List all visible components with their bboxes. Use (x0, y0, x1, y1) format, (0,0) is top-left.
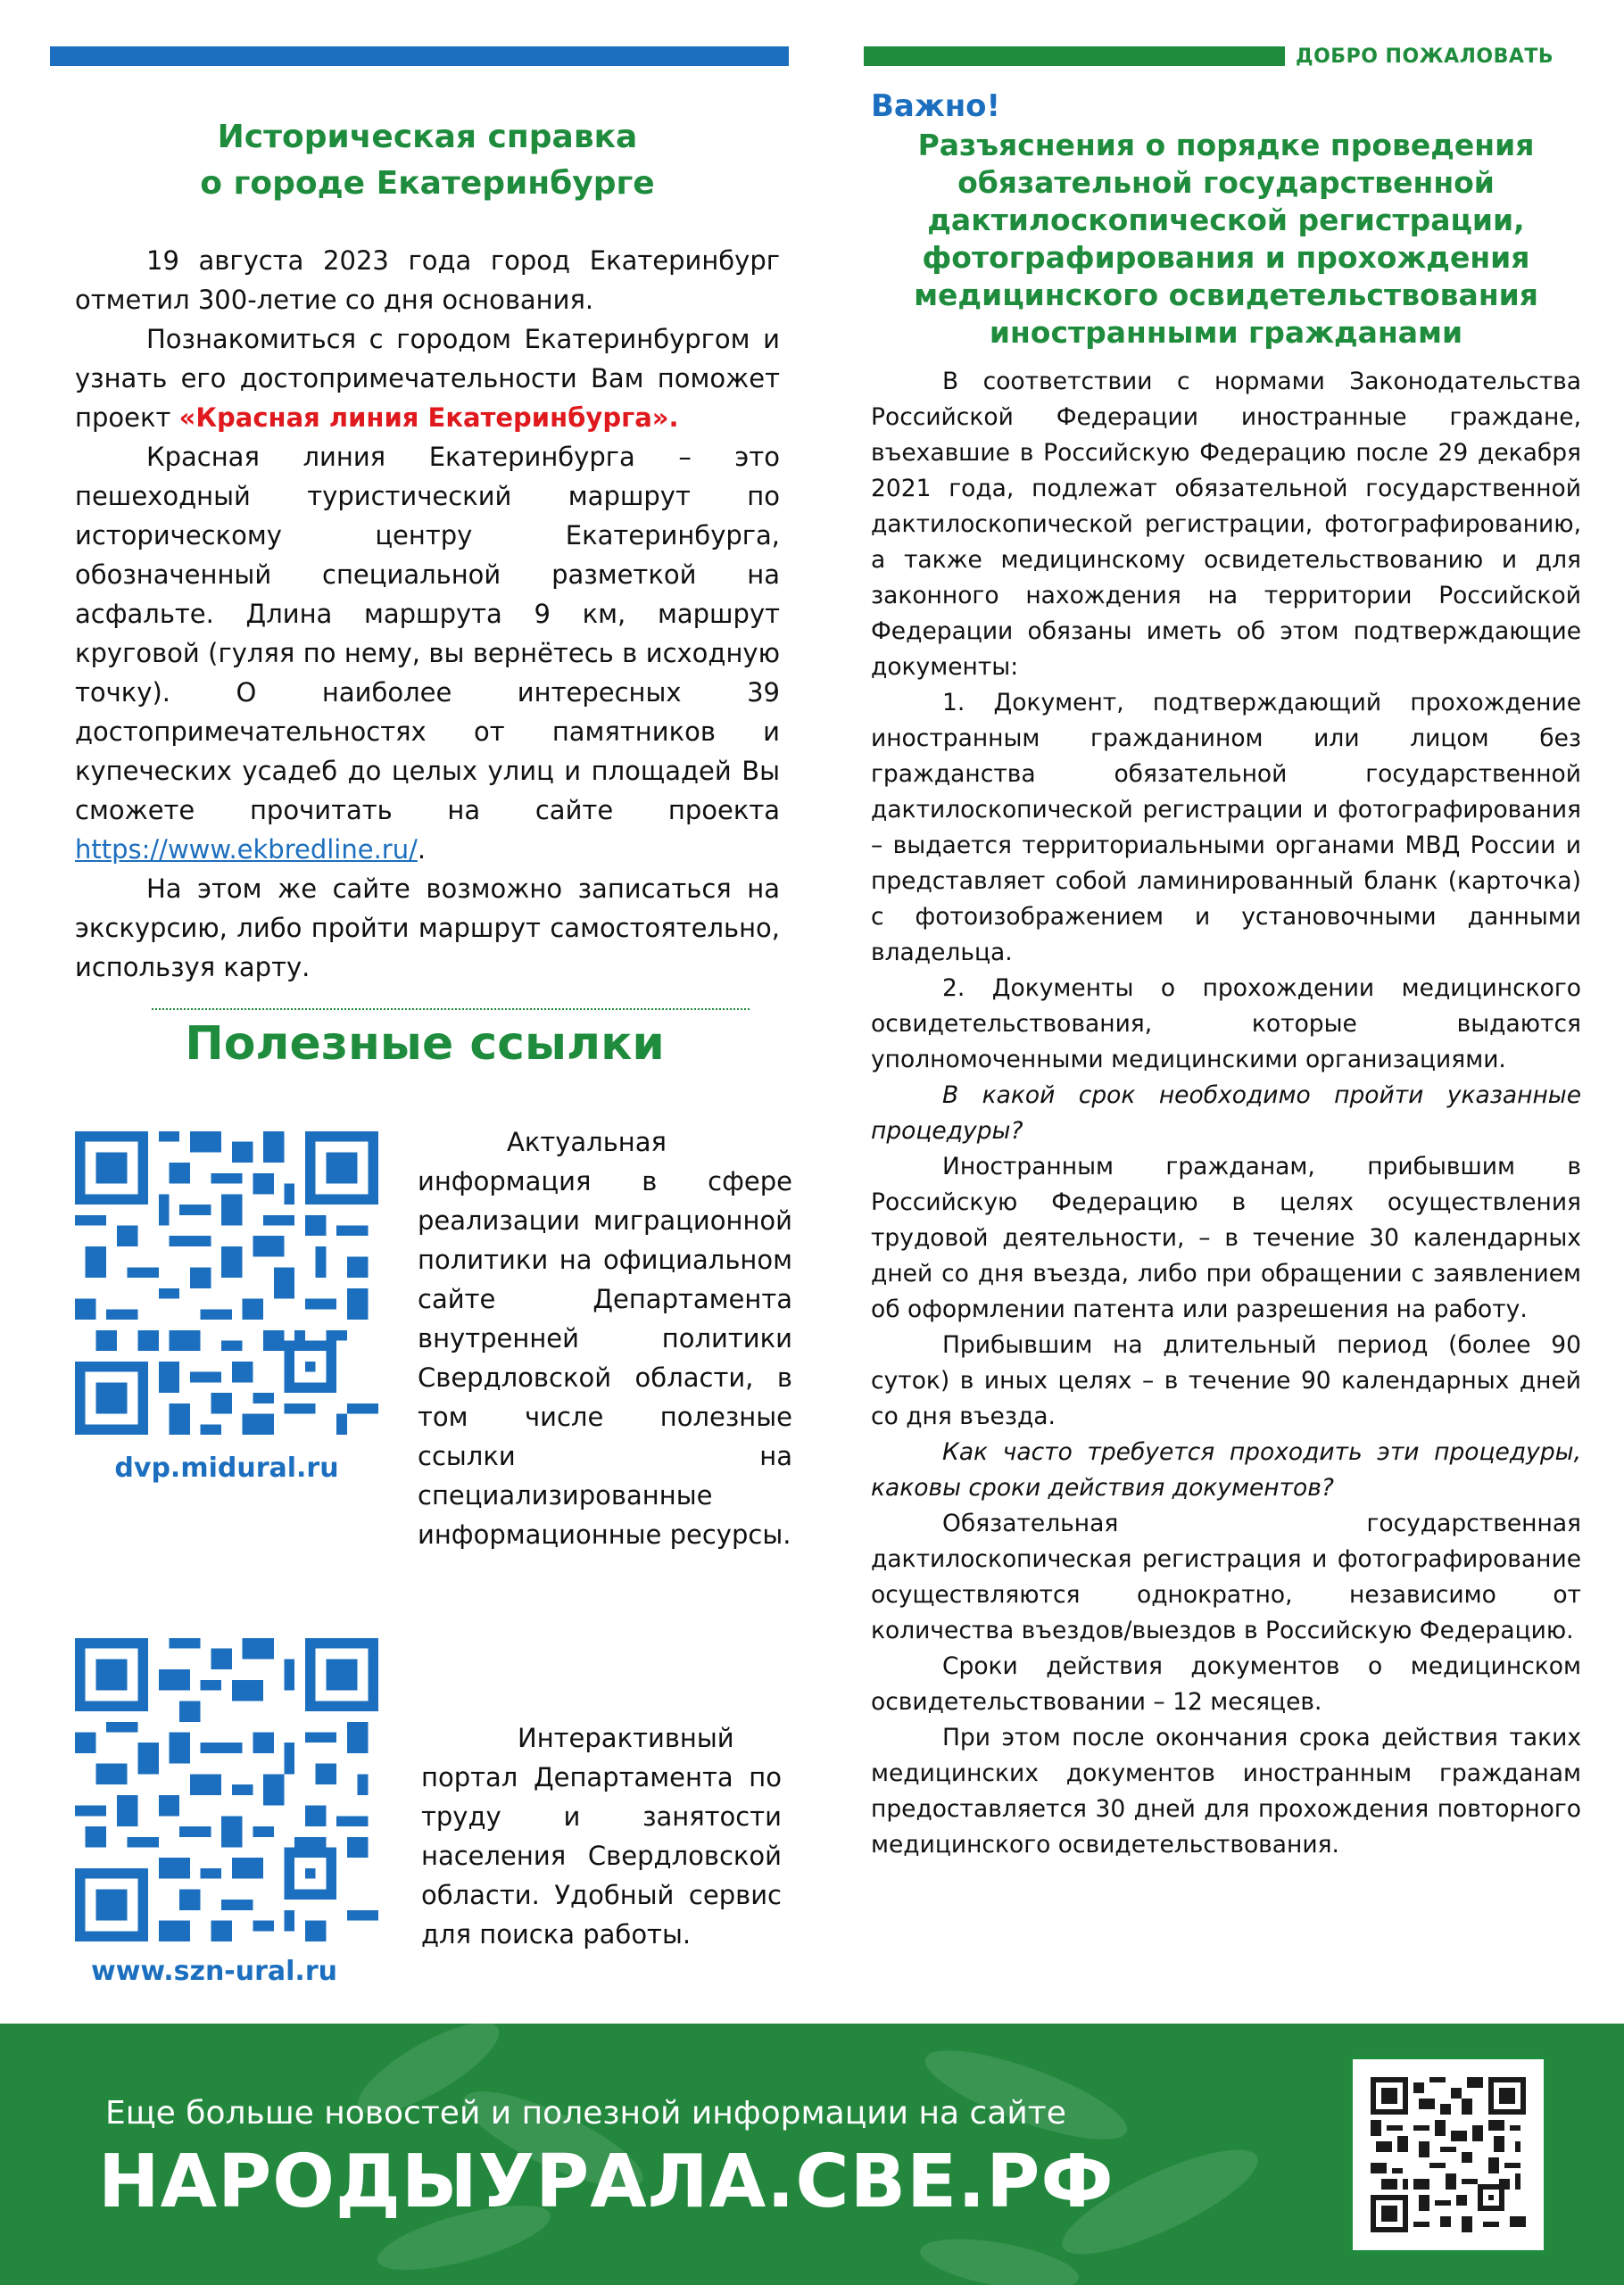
important-paragraph: Прибывшим на длительный период (более 90 суток) в иных целях – в течение 90 календарных дней со дня въезда. (871, 1331, 1581, 1430)
footer-subtitle: Еще больше новостей и полезной информации на сайте (105, 2095, 1066, 2132)
history-title (75, 114, 780, 207)
red-line-project-name: «Красная линия Екатеринбурга». (178, 402, 679, 433)
qr-code-szn[interactable] (75, 1638, 378, 1941)
footer-qr-frame (1349, 2056, 1547, 2254)
important-paragraph: Сроки действия документов о медицинском освидетельствовании – 12 месяцев. (871, 1652, 1581, 1716)
important-question: В какой срок необходимо пройти указанные процедуры? (871, 1081, 1581, 1145)
top-bar-blue (50, 46, 789, 66)
history-paragraph-2-text: Познакомиться с городом Екатеринбургом и узнать его достопримечательности Вам поможет проект (75, 324, 780, 433)
dvp-description: Актуальная информация в сфере реализации миграционной политики на официальном сайте Департамента внутренней политики Свердловской области, в том числе полезные ссылки на специализированные информационные ресурсы. (418, 1127, 792, 1550)
important-paragraph: В соответствии с нормами Законодательства Российской Федерации иностранные граждане, въехавшие в Российскую Федерацию после 29 декабря 2021 года, подлежат обязательной государственной дактилоскопической регистрации, фотографированию, а также медицинскому освидетельствованию и для законного нахождения на территории Российской Федерации обязаны иметь об этом подтверждающие документы: (871, 368, 1581, 681)
important-paragraph: Иностранным гражданам, прибывшим в Российскую Федерацию в целях осуществления трудовой деятельности, – в течение 30 календарных дней со дня въезда, либо при обращении с заявлением об оформлении патента или разрешения на работу. (871, 1153, 1581, 1323)
important-label: Важно! (871, 88, 1001, 124)
history-paragraph-3-text: Красная линия Екатеринбурга – это пешеходный туристический маршрут по историческому центру Екатеринбурга, обозначенный специальной разметкой на асфальте. Длина маршрута 9 км, маршрут круговой (гуляя по нему, вы вернётесь в исходную точку). О наиболее интересных 39 достопримечательностях от памятников и купеческих усадеб до целых улиц и площадей Вы сможете прочитать на сайте проекта (75, 442, 780, 825)
section-divider (152, 1008, 750, 1010)
ekbredline-link[interactable]: https://www.ekbredline.ru/ (75, 834, 418, 865)
history-title-line2: о городе Екатеринбурге (200, 165, 655, 202)
szn-link-caption[interactable]: www.szn-ural.ru (91, 1956, 337, 1987)
important-section (871, 86, 1581, 1863)
footer-site-link[interactable]: НАРОДЫУРАЛА.СВЕ.РФ (98, 2140, 1114, 2224)
important-paragraph: При этом после окончания срока действия таких медицинских документов иностранным гражданам предоставляется 30 дней для прохождения повторного медицинского освидетельствования. (871, 1724, 1581, 1859)
important-paragraph: 1. Документ, подтверждающий прохождение иностранным гражданином или лицом без гражданства обязательной государственной дактилоскопической регистрации и фотографирования – выдается территориальными органами МВД России и представляет собой ламинированный бланк (карточка) с фотоизображением и установочными данными владельца. (871, 689, 1581, 966)
qr-code-site[interactable] (1371, 2077, 1526, 2232)
history-section (75, 114, 780, 987)
history-paragraph-2 (75, 319, 780, 437)
history-paragraph-1: 19 августа 2023 года город Екатеринбург отметил 300-летие со дня основания. (75, 245, 780, 315)
important-question: Как часто требуется проходить эти процедуры, каковы сроки действия документов? (871, 1438, 1581, 1502)
useful-links-title: Полезные ссылки (185, 1017, 665, 1071)
qr-code-dvp[interactable] (75, 1131, 378, 1435)
important-paragraph: Обязательная государственная дактилоскопическая регистрация и фотографирование осуществляются однократно, независимо от количества въездов/выездов в Российскую Федерацию. (871, 1510, 1581, 1644)
history-paragraph-3 (75, 437, 780, 869)
history-paragraph-3-end: . (417, 834, 427, 865)
dvp-link-caption[interactable]: dvp.midural.ru (114, 1453, 339, 1484)
history-title-line1: Историческая справка (217, 119, 638, 155)
important-paragraph: 2. Документы о прохождении медицинского освидетельствования, которые выдаются уполномоченными медицинскими организациями. (871, 974, 1581, 1073)
top-bar-green (864, 46, 1285, 66)
welcome-label: ДОБРО ПОЖАЛОВАТЬ (1296, 46, 1554, 68)
history-paragraph-4: На этом же сайте возможно записаться на экскурсию, либо пройти маршрут самостоятельно, используя карту. (75, 873, 780, 982)
important-title: Разъяснения о порядке проведения обязательной государственной дактилоскопической регистрации, фотографирования и прохождения медицинского освидетельствования иностранными гражданами (914, 128, 1538, 350)
szn-description: Интерактивный портал Департамента по труду и занятости населения Свердловской области. Удобный сервис для поиска работы. (421, 1723, 782, 1950)
footer-banner (0, 2024, 1624, 2285)
